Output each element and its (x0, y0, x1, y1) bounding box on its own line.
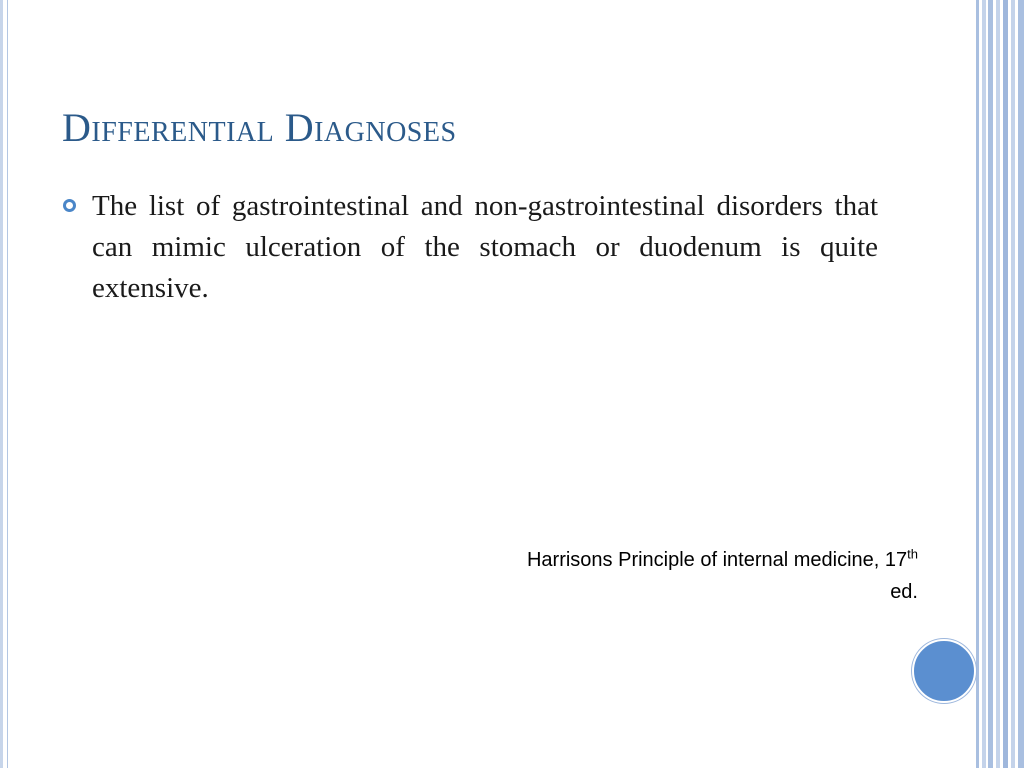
citation-superscript: th (907, 546, 918, 562)
right-stripe (988, 0, 993, 768)
left-border-line (0, 0, 3, 768)
bullet-item (62, 186, 878, 309)
citation-text: Harrisons Principle of internal medicine, 17 (526, 549, 908, 571)
slide-title: Differential Diagnoses (62, 105, 457, 150)
right-stripe (996, 0, 1000, 768)
right-stripe (976, 0, 979, 768)
right-stripe (1011, 0, 1015, 768)
citation (400, 544, 918, 608)
citation-suffix: ed. (890, 581, 918, 603)
blue-circle-icon (912, 639, 976, 703)
right-stripe (982, 0, 986, 768)
right-stripe (1018, 0, 1024, 768)
ring-bullet-icon (63, 199, 76, 212)
bullet-text: The list of gastrointestinal and non-gastrointestinal disorders that can mimic ulceration of the stomach or duodenum is quite extensive. (92, 190, 878, 304)
left-border-line-inner (7, 0, 8, 768)
right-stripe (1003, 0, 1008, 768)
